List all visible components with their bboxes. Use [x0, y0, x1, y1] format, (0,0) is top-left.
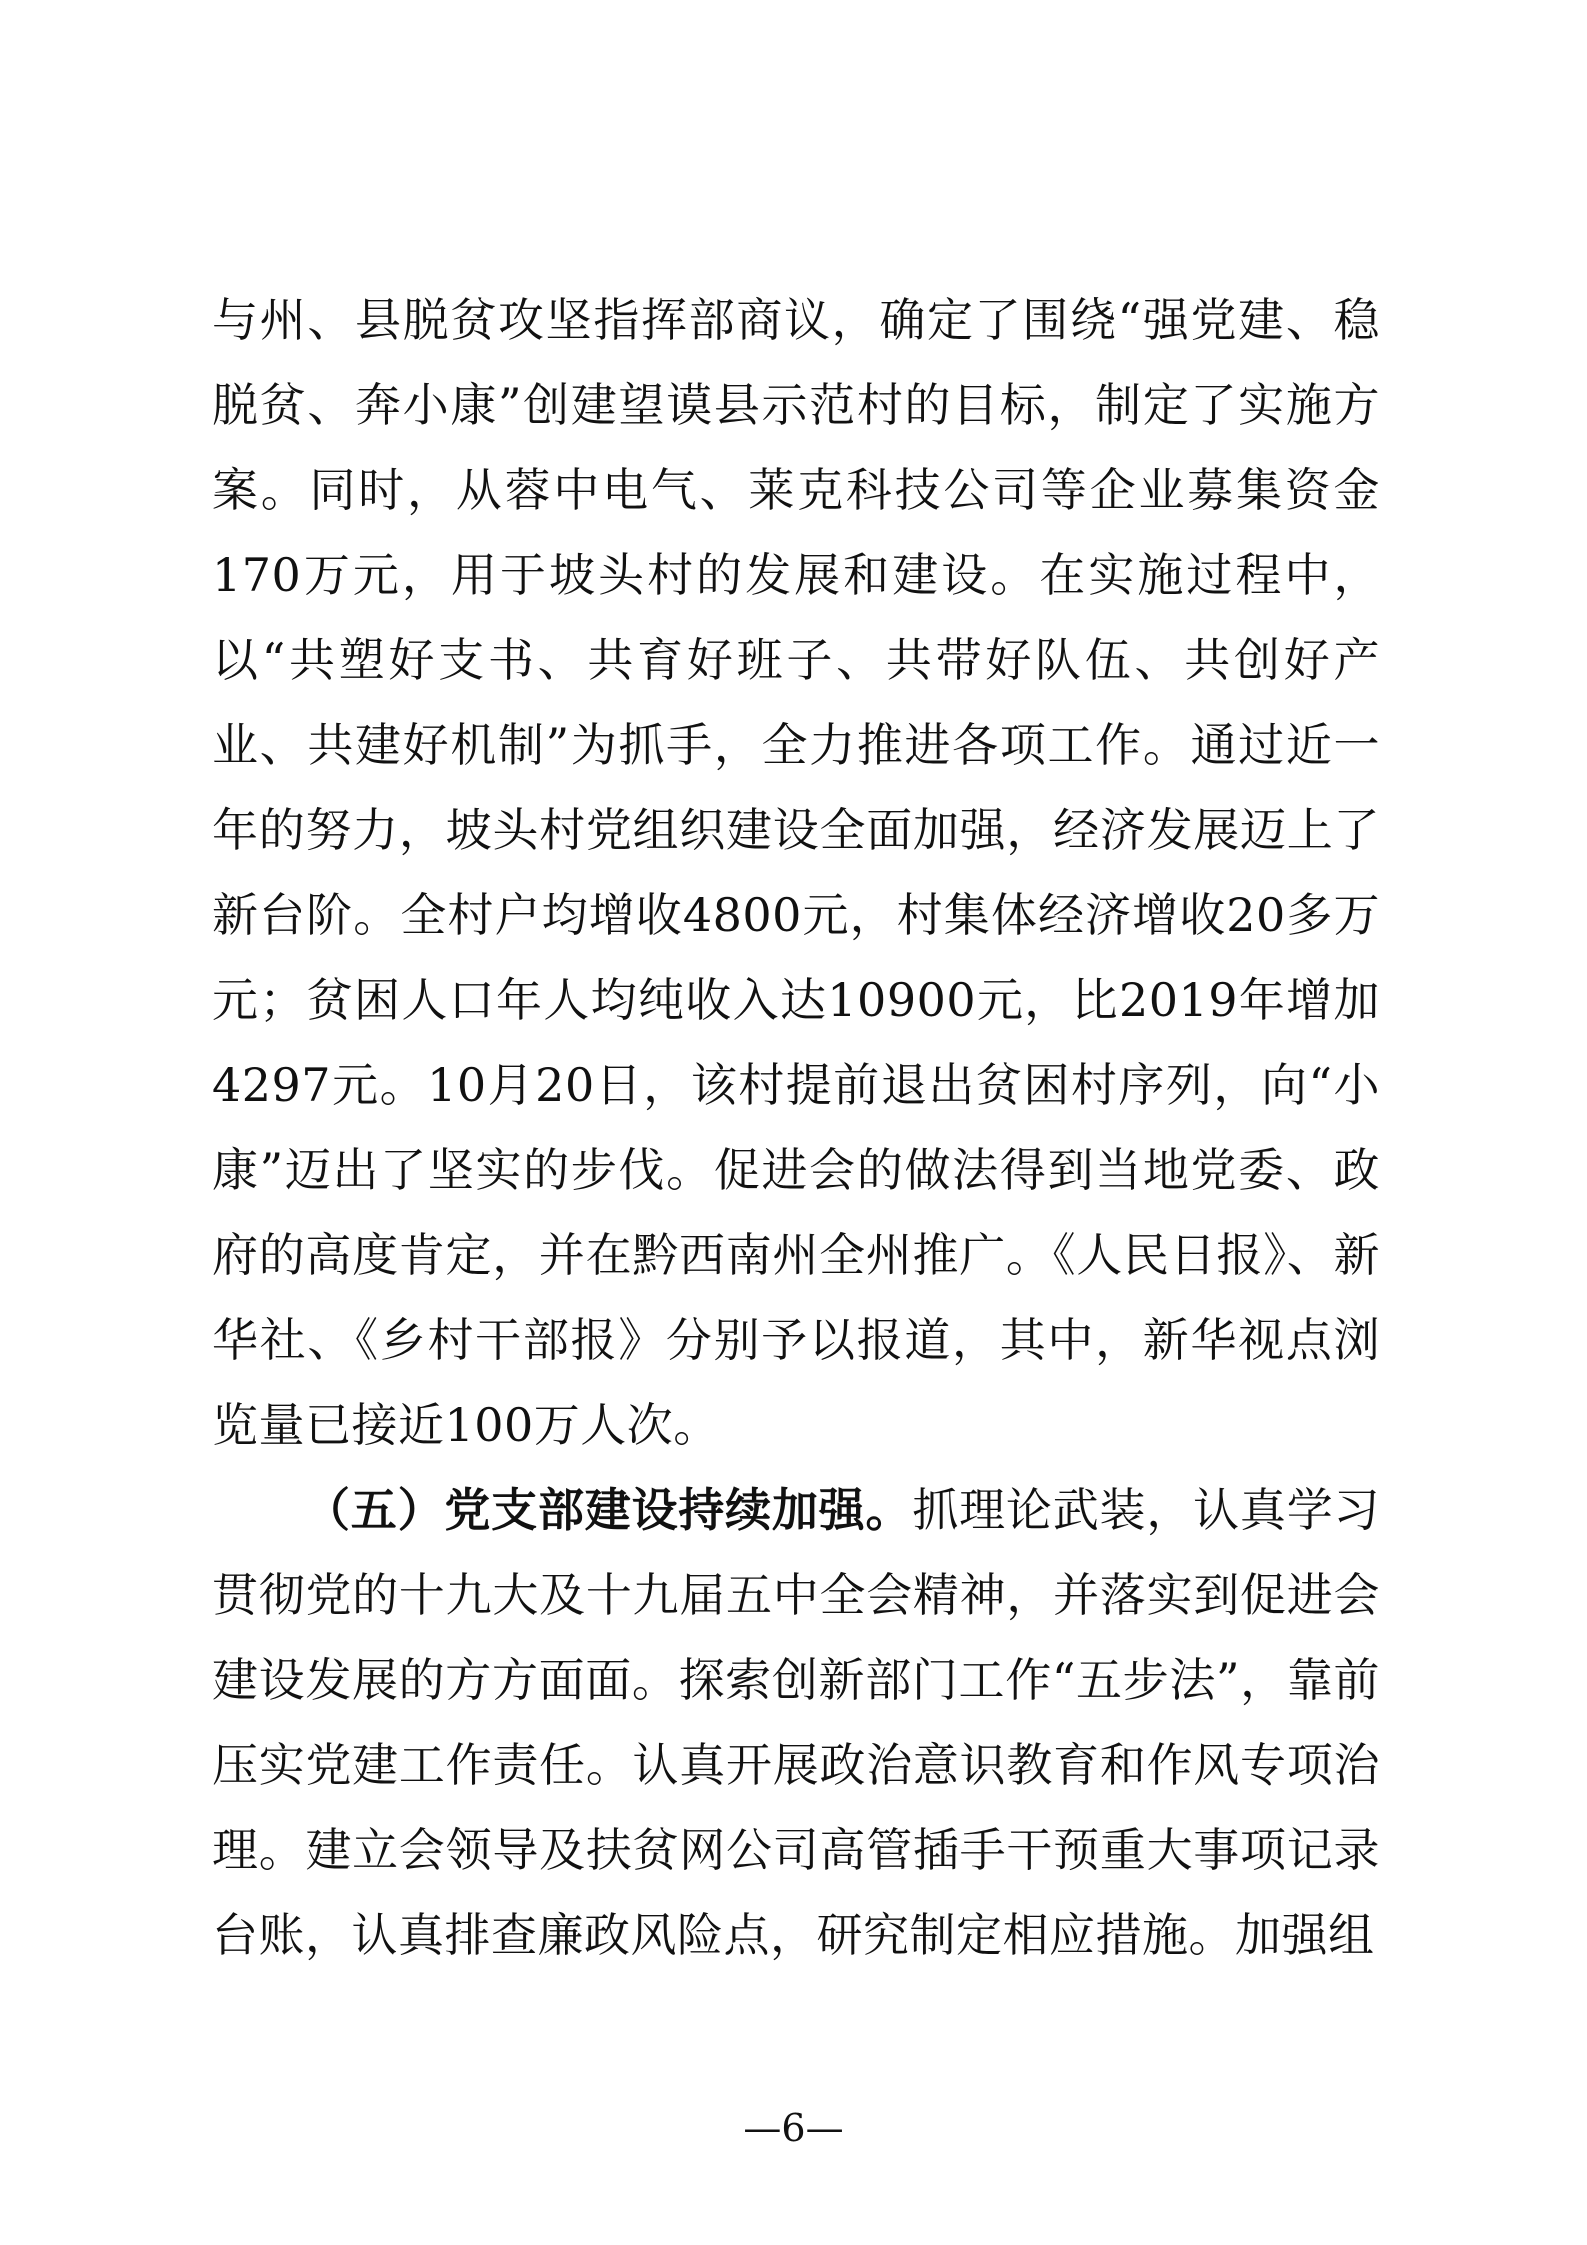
document-body	[212, 278, 1380, 1978]
section-heading-five: （五）党支部建设持续加强。	[304, 1483, 913, 1537]
body-paragraph-2-text: 抓理论武装，认真学习贯彻党的十九大及十九届五中全会精神，并落实到促进会建设发展的方方面面。探索创新部门工作“五步法”，靠前压实党建工作责任。认真开展政治意识教育和作风专项治理。建立会领导及扶贫网公司高管插手干预重大事项记录台账，认真排查廉政风险点，研究制定相应措施。加强组	[212, 1483, 1381, 1962]
page-number: —6—	[743, 2106, 844, 2150]
body-paragraph-2	[212, 1468, 1380, 1978]
body-paragraph-1: 与州、县脱贫攻坚指挥部商议，确定了围绕“强党建、稳脱贫、奔小康”创建望谟县示范村的目标，制定了实施方案。同时，从蓉中电气、莱克科技公司等企业募集资金170万元，用于坡头村的发展和建设。在实施过程中，以“共塑好支书、共育好班子、共带好队伍、共创好产业、共建好机制”为抓手，全力推进各项工作。通过近一年的努力，坡头村党组织建设全面加强，经济发展迈上了新台阶。全村户均增收4800元，村集体经济增收20多万元；贫困人口年人均纯收入达10900元，比2019年增加4297元。10月20日，该村提前退出贫困村序列，向“小康”迈出了坚实的步伐。促进会的做法得到当地党委、政府的高度肯定，并在黔西南州全州推广。《人民日报》、新华社、《乡村干部报》分别予以报道，其中，新华视点浏览量已接近100万人次。	[212, 293, 1380, 1452]
